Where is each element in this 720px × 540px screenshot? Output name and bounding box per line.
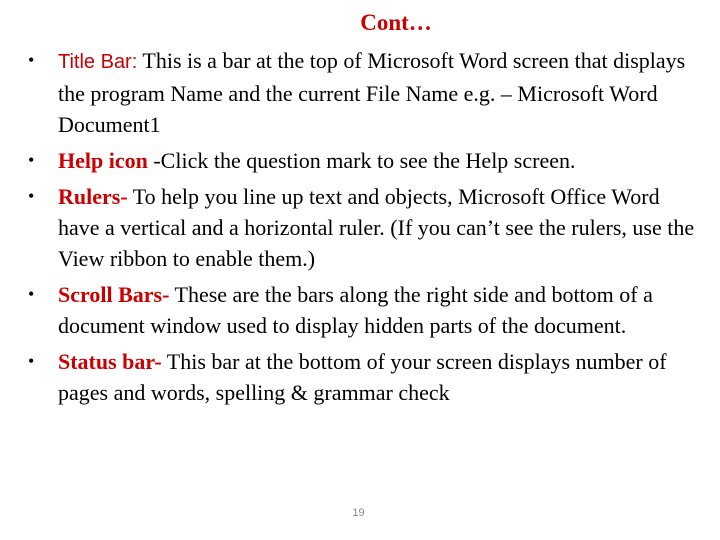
bullet-item-help-icon (28, 145, 698, 176)
page-number: 19 (352, 507, 365, 519)
bullet-term: Title Bar (58, 51, 132, 73)
bullet-text: To help you line up text and objects, Microsoft Office Word have a vertical and a horizontal ruler. (If you can’t see the rulers, use the View ribbon to enable them.) (58, 184, 695, 271)
bullet-item-rulers (28, 181, 698, 274)
bullet-item-status-bar (28, 346, 698, 408)
bullet-text: These are the bars along the right side and bottom of a document window used to display hidden parts of the document. (58, 282, 653, 338)
bullet-dot-icon: • (28, 50, 35, 70)
bullet-term-separator: : (131, 51, 138, 73)
bullet-dot-icon: • (28, 150, 35, 170)
bullet-list (28, 45, 698, 413)
bullet-term-wrapper (58, 51, 137, 73)
bullet-dot-icon: • (28, 351, 35, 371)
bullet-item-title-bar (28, 45, 698, 140)
bullet-term: Rulers- (58, 184, 128, 209)
bullet-item-scroll-bars (28, 279, 698, 341)
bullet-text: This bar at the bottom of your screen displays number of pages and words, spelling & grammar check (58, 349, 667, 405)
bullet-text: -Click the question mark to see the Help screen. (147, 148, 576, 173)
bullet-dot-icon: • (28, 284, 35, 304)
bullet-term: Scroll Bars- (58, 282, 170, 307)
bullet-dot-icon: • (28, 186, 35, 206)
bullet-term: Status bar- (58, 349, 162, 374)
slide-title: Cont… (360, 10, 432, 35)
bullet-term: Help icon (58, 148, 148, 173)
bullet-text: This is a bar at the top of Microsoft Word screen that displays the program Name and the current File Name e.g. – Microsoft Word Document1 (58, 48, 686, 137)
